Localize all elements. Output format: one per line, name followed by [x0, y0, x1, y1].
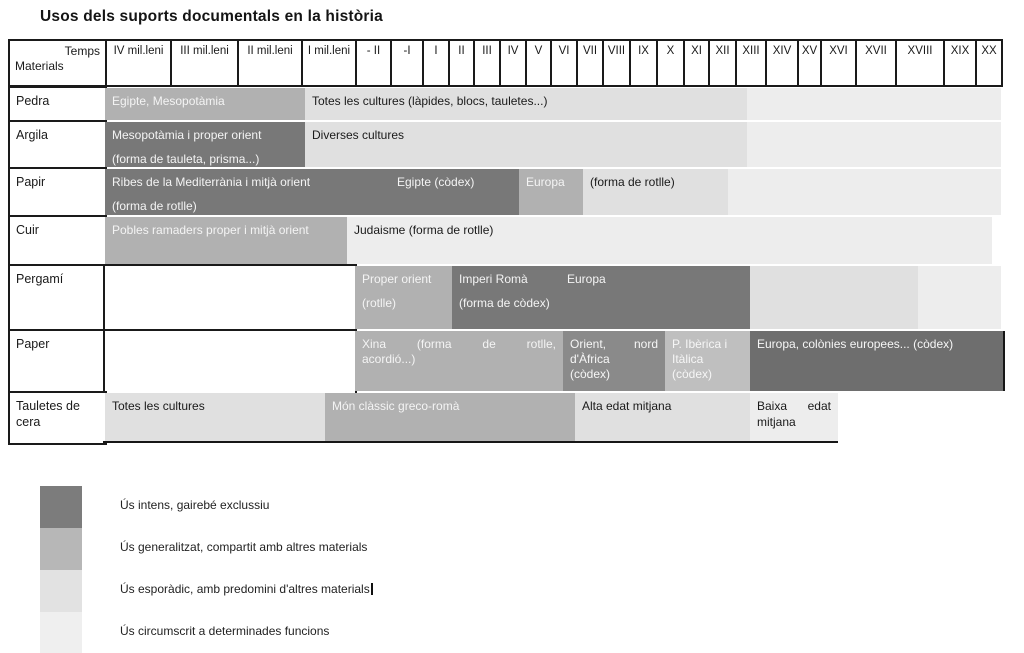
legend-item: [40, 486, 740, 528]
band-text-line: Xina (forma de rotlle,: [362, 337, 556, 351]
column-header: III: [473, 39, 501, 87]
band-overlay-text: Egipte (còdex): [397, 175, 475, 189]
material-label: Tauletes de cera: [8, 391, 107, 445]
column-header: -I: [390, 39, 424, 87]
legend-item: [40, 528, 740, 570]
corner-materials-label: Materials: [15, 59, 64, 73]
column-header: XVII: [855, 39, 897, 87]
timeline-band: [728, 169, 1001, 215]
band-text-line: Ribes de la Mediterrània i mitjà orient: [112, 175, 311, 189]
timeline-band: [747, 88, 1001, 120]
table-bottom-border: [103, 441, 838, 443]
band-text-line: (forma de còdex): [459, 296, 550, 310]
material-label: Papir: [8, 167, 107, 219]
band-text-line: Proper orient: [362, 272, 432, 286]
column-header: XIX: [943, 39, 977, 87]
column-header: XI: [683, 39, 710, 87]
timeline-band: Baixa edat mitjana: [750, 393, 838, 441]
timeline-band: Europa, colònies europees... (còdex): [750, 331, 1005, 391]
column-header: II: [448, 39, 475, 87]
empty-period-cell: [103, 264, 357, 333]
timeline-band: [665, 331, 750, 391]
timeline-band: (forma de rotlle): [583, 169, 728, 215]
band-text-line: d'Àfrica: [570, 352, 610, 366]
timeline-band: Totes les cultures: [105, 393, 325, 441]
column-header: IX: [629, 39, 658, 87]
column-header: XVI: [820, 39, 857, 87]
timeline-band: [105, 122, 305, 167]
legend-label: Ús intens, gairebé exclussiu: [120, 498, 270, 512]
column-header: XV: [797, 39, 822, 87]
column-header: XIII: [735, 39, 767, 87]
legend-swatch: [40, 528, 82, 570]
band-text-line: P. Ibèrica i: [672, 337, 728, 351]
band-text-line: (forma de tauleta, prisma...): [112, 152, 260, 166]
column-header: XX: [975, 39, 1003, 87]
timeline-band: [563, 331, 665, 391]
legend-swatch: [40, 570, 82, 612]
column-header: XVIII: [895, 39, 945, 87]
band-text-line: (forma de rotlle): [112, 199, 197, 213]
legend-swatch: [40, 612, 82, 653]
column-header: IV mil.leni: [105, 39, 172, 87]
timeline-band: [747, 122, 1001, 167]
column-header: VI: [550, 39, 578, 87]
column-header: III mil.leni: [170, 39, 239, 87]
legend-item: [40, 612, 740, 653]
material-label: Cuir: [8, 215, 107, 268]
column-header: V: [525, 39, 552, 87]
band-text-line: Imperi Romà: [459, 272, 528, 286]
band-text-line: acordió...): [362, 352, 416, 366]
timeline-band: Pobles ramaders proper i mitjà orient: [105, 217, 347, 264]
legend-label: Ús generalitzat, compartit amb altres materials: [120, 540, 368, 554]
timeline-band: Alta edat mitjana: [575, 393, 750, 441]
material-label: Paper: [8, 329, 107, 395]
legend-label: Ús esporàdic, amb predomini d'altres materials: [120, 582, 373, 596]
timeline-band: Europa: [519, 169, 583, 215]
corner-temps-label: Temps: [64, 44, 100, 58]
material-label: Argila: [8, 120, 107, 171]
timeline-band: [750, 266, 918, 329]
band-text-line: (còdex): [570, 367, 611, 381]
column-header: IV: [499, 39, 527, 87]
column-header: II mil.leni: [237, 39, 303, 87]
column-header: - II: [355, 39, 392, 87]
legend-swatch: [40, 486, 82, 528]
timeline-band: Egipte, Mesopotàmia: [105, 88, 305, 120]
timeline-band: [355, 266, 452, 329]
legend-item: [40, 570, 740, 612]
column-header: XIV: [765, 39, 799, 87]
legend-label: Ús circumscrit a determinades funcions: [120, 624, 330, 638]
column-header: XII: [708, 39, 737, 87]
column-header: I: [422, 39, 450, 87]
page-title: Usos dels suports documentals en la història: [40, 8, 383, 25]
column-header: VII: [576, 39, 604, 87]
band-text-line: Orient, nord: [570, 337, 658, 351]
band-text-line: Itàlica: [672, 352, 704, 366]
band-overlay-text: Europa: [567, 272, 606, 286]
column-header: I mil.leni: [301, 39, 357, 87]
timeline-band: Totes les cultures (làpides, blocs, tauletes...): [305, 88, 747, 120]
timeline-band: Judaisme (forma de rotlle): [347, 217, 992, 264]
text-cursor-artifact: [371, 583, 373, 595]
timeline-band: [355, 331, 563, 391]
column-header: X: [656, 39, 685, 87]
material-label: Pergamí: [8, 264, 107, 333]
band-text-line: (còdex): [672, 367, 713, 381]
timeline-band: Diverses cultures: [305, 122, 747, 167]
column-header: VIII: [602, 39, 631, 87]
table-corner-cell: [8, 39, 107, 87]
material-label: Pedra: [8, 86, 107, 124]
timeline-band: [918, 266, 1001, 329]
empty-period-cell: [103, 329, 357, 395]
band-text-line: (rotlle): [362, 296, 397, 310]
timeline-band: Món clàssic greco-romà: [325, 393, 575, 441]
band-text-line: Mesopotàmia i proper orient: [112, 128, 262, 142]
